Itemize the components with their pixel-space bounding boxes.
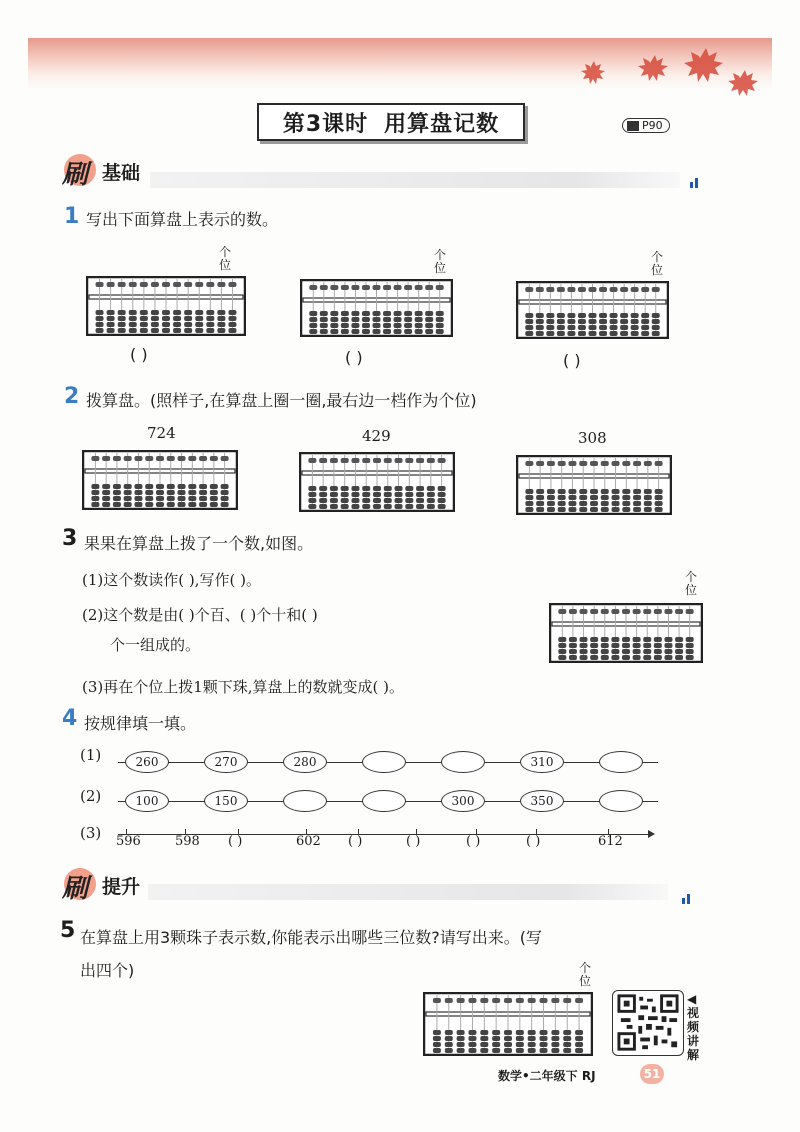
q3-number: 3: [62, 526, 78, 551]
maple-leaves-decoration: [550, 38, 770, 108]
q2-number-b: 429: [362, 427, 391, 445]
page-reference: P90: [622, 118, 670, 133]
q1-text: 写出下面算盘上表示的数。: [86, 210, 279, 229]
qr-code[interactable]: [612, 990, 684, 1056]
book-icon: [627, 121, 639, 131]
level-bars-icon: [690, 174, 704, 188]
place-label: 个 位: [684, 570, 697, 597]
page-number: 51: [640, 1064, 664, 1084]
sequence-oval[interactable]: [362, 790, 406, 812]
abacus-q1-c: [516, 281, 669, 339]
numberline-value[interactable]: ( ): [406, 834, 421, 849]
section-basic-label: 基础: [102, 161, 141, 184]
numberline-value[interactable]: ( ): [228, 834, 243, 849]
q4-number: 4: [62, 706, 78, 731]
section-basic-header: [60, 152, 140, 190]
place-label: 个 位: [650, 250, 663, 277]
sequence-oval[interactable]: [599, 751, 643, 773]
numberline-value: 602: [296, 834, 321, 849]
numberline-value[interactable]: ( ): [348, 834, 363, 849]
q3-part1: (1)这个数读作( ),写作( )。: [82, 571, 261, 589]
arrow-right-icon: [648, 830, 655, 838]
q5-text-line2: 出四个): [80, 961, 135, 980]
shua-badge: 刷: [60, 866, 98, 904]
abacus-q2-c: [516, 455, 672, 515]
section-divider: [150, 172, 680, 188]
shua-badge: 刷: [60, 152, 98, 190]
abacus-q2-b: [299, 452, 455, 512]
sequence-oval: 280: [283, 751, 327, 773]
abacus-q1-b: [300, 279, 453, 337]
abacus-q3: [549, 603, 703, 663]
abacus-q1-a: [86, 276, 246, 336]
q5-number: 5: [60, 918, 76, 943]
place-label: 个 位: [578, 961, 591, 988]
abacus-q2-a: [82, 450, 238, 510]
sequence-oval: 350: [520, 790, 564, 812]
sequence-oval: 150: [204, 790, 248, 812]
q2-number-c: 308: [578, 429, 607, 447]
sequence-oval: 300: [441, 790, 485, 812]
place-label: 个 位: [218, 245, 231, 272]
lesson-topic: 用算盘记数: [384, 111, 500, 137]
level-bars-icon: [682, 890, 696, 904]
sequence-oval[interactable]: [283, 790, 327, 812]
numberline-value[interactable]: ( ): [466, 834, 481, 849]
q1-answer-blank-a[interactable]: ( ): [130, 345, 148, 364]
section-advanced-header: [60, 866, 140, 904]
video-explanation-label[interactable]: ◀视频讲解: [687, 992, 700, 1062]
q4-row1-label: (1): [80, 746, 102, 764]
q1-answer-blank-c[interactable]: ( ): [563, 351, 581, 370]
numberline-value: 596: [116, 834, 141, 849]
lesson-title: [257, 103, 525, 141]
abacus-q5: [423, 992, 593, 1056]
sequence-oval[interactable]: [362, 751, 406, 773]
numberline-value[interactable]: ( ): [526, 834, 541, 849]
section-advanced-label: 提升: [102, 875, 141, 898]
q4-row3-label: (3): [80, 824, 102, 842]
sequence-oval: 310: [520, 751, 564, 773]
q3-part3: (3)再在个位上拨1颗下珠,算盘上的数就变成( )。: [82, 678, 405, 696]
footer-subject: 数学•二年级下 RJ: [498, 1069, 596, 1083]
sequence-oval: 100: [125, 790, 169, 812]
sequence-oval: 260: [125, 751, 169, 773]
sequence-oval[interactable]: [599, 790, 643, 812]
sequence-oval[interactable]: [441, 751, 485, 773]
q3-part2a: (2)这个数是由( )个百、( )个十和( ): [82, 606, 318, 624]
numberline-value: 612: [598, 834, 623, 849]
q2-number: 2: [64, 384, 80, 409]
q4-row2-label: (2): [80, 787, 102, 805]
section-divider: [148, 884, 668, 900]
q2-text: 拨算盘。(照样子,在算盘上圈一圈,最右边一档作为个位): [86, 391, 477, 410]
lesson-number: 第3课时: [282, 111, 369, 137]
place-label: 个 位: [433, 248, 446, 275]
q5-text-line1: 在算盘上用3颗珠子表示数,你能表示出哪些三位数?请写出来。(写: [80, 928, 543, 947]
q3-part2b: 个一组成的。: [110, 636, 201, 654]
q3-text: 果果在算盘上拨了一个数,如图。: [84, 534, 314, 553]
q1-answer-blank-b[interactable]: ( ): [345, 348, 363, 367]
q4-text: 按规律填一填。: [84, 714, 197, 733]
numberline-value: 598: [175, 834, 200, 849]
sequence-oval: 270: [204, 751, 248, 773]
q2-number-a: 724: [147, 424, 176, 442]
q1-number: 1: [64, 204, 80, 229]
